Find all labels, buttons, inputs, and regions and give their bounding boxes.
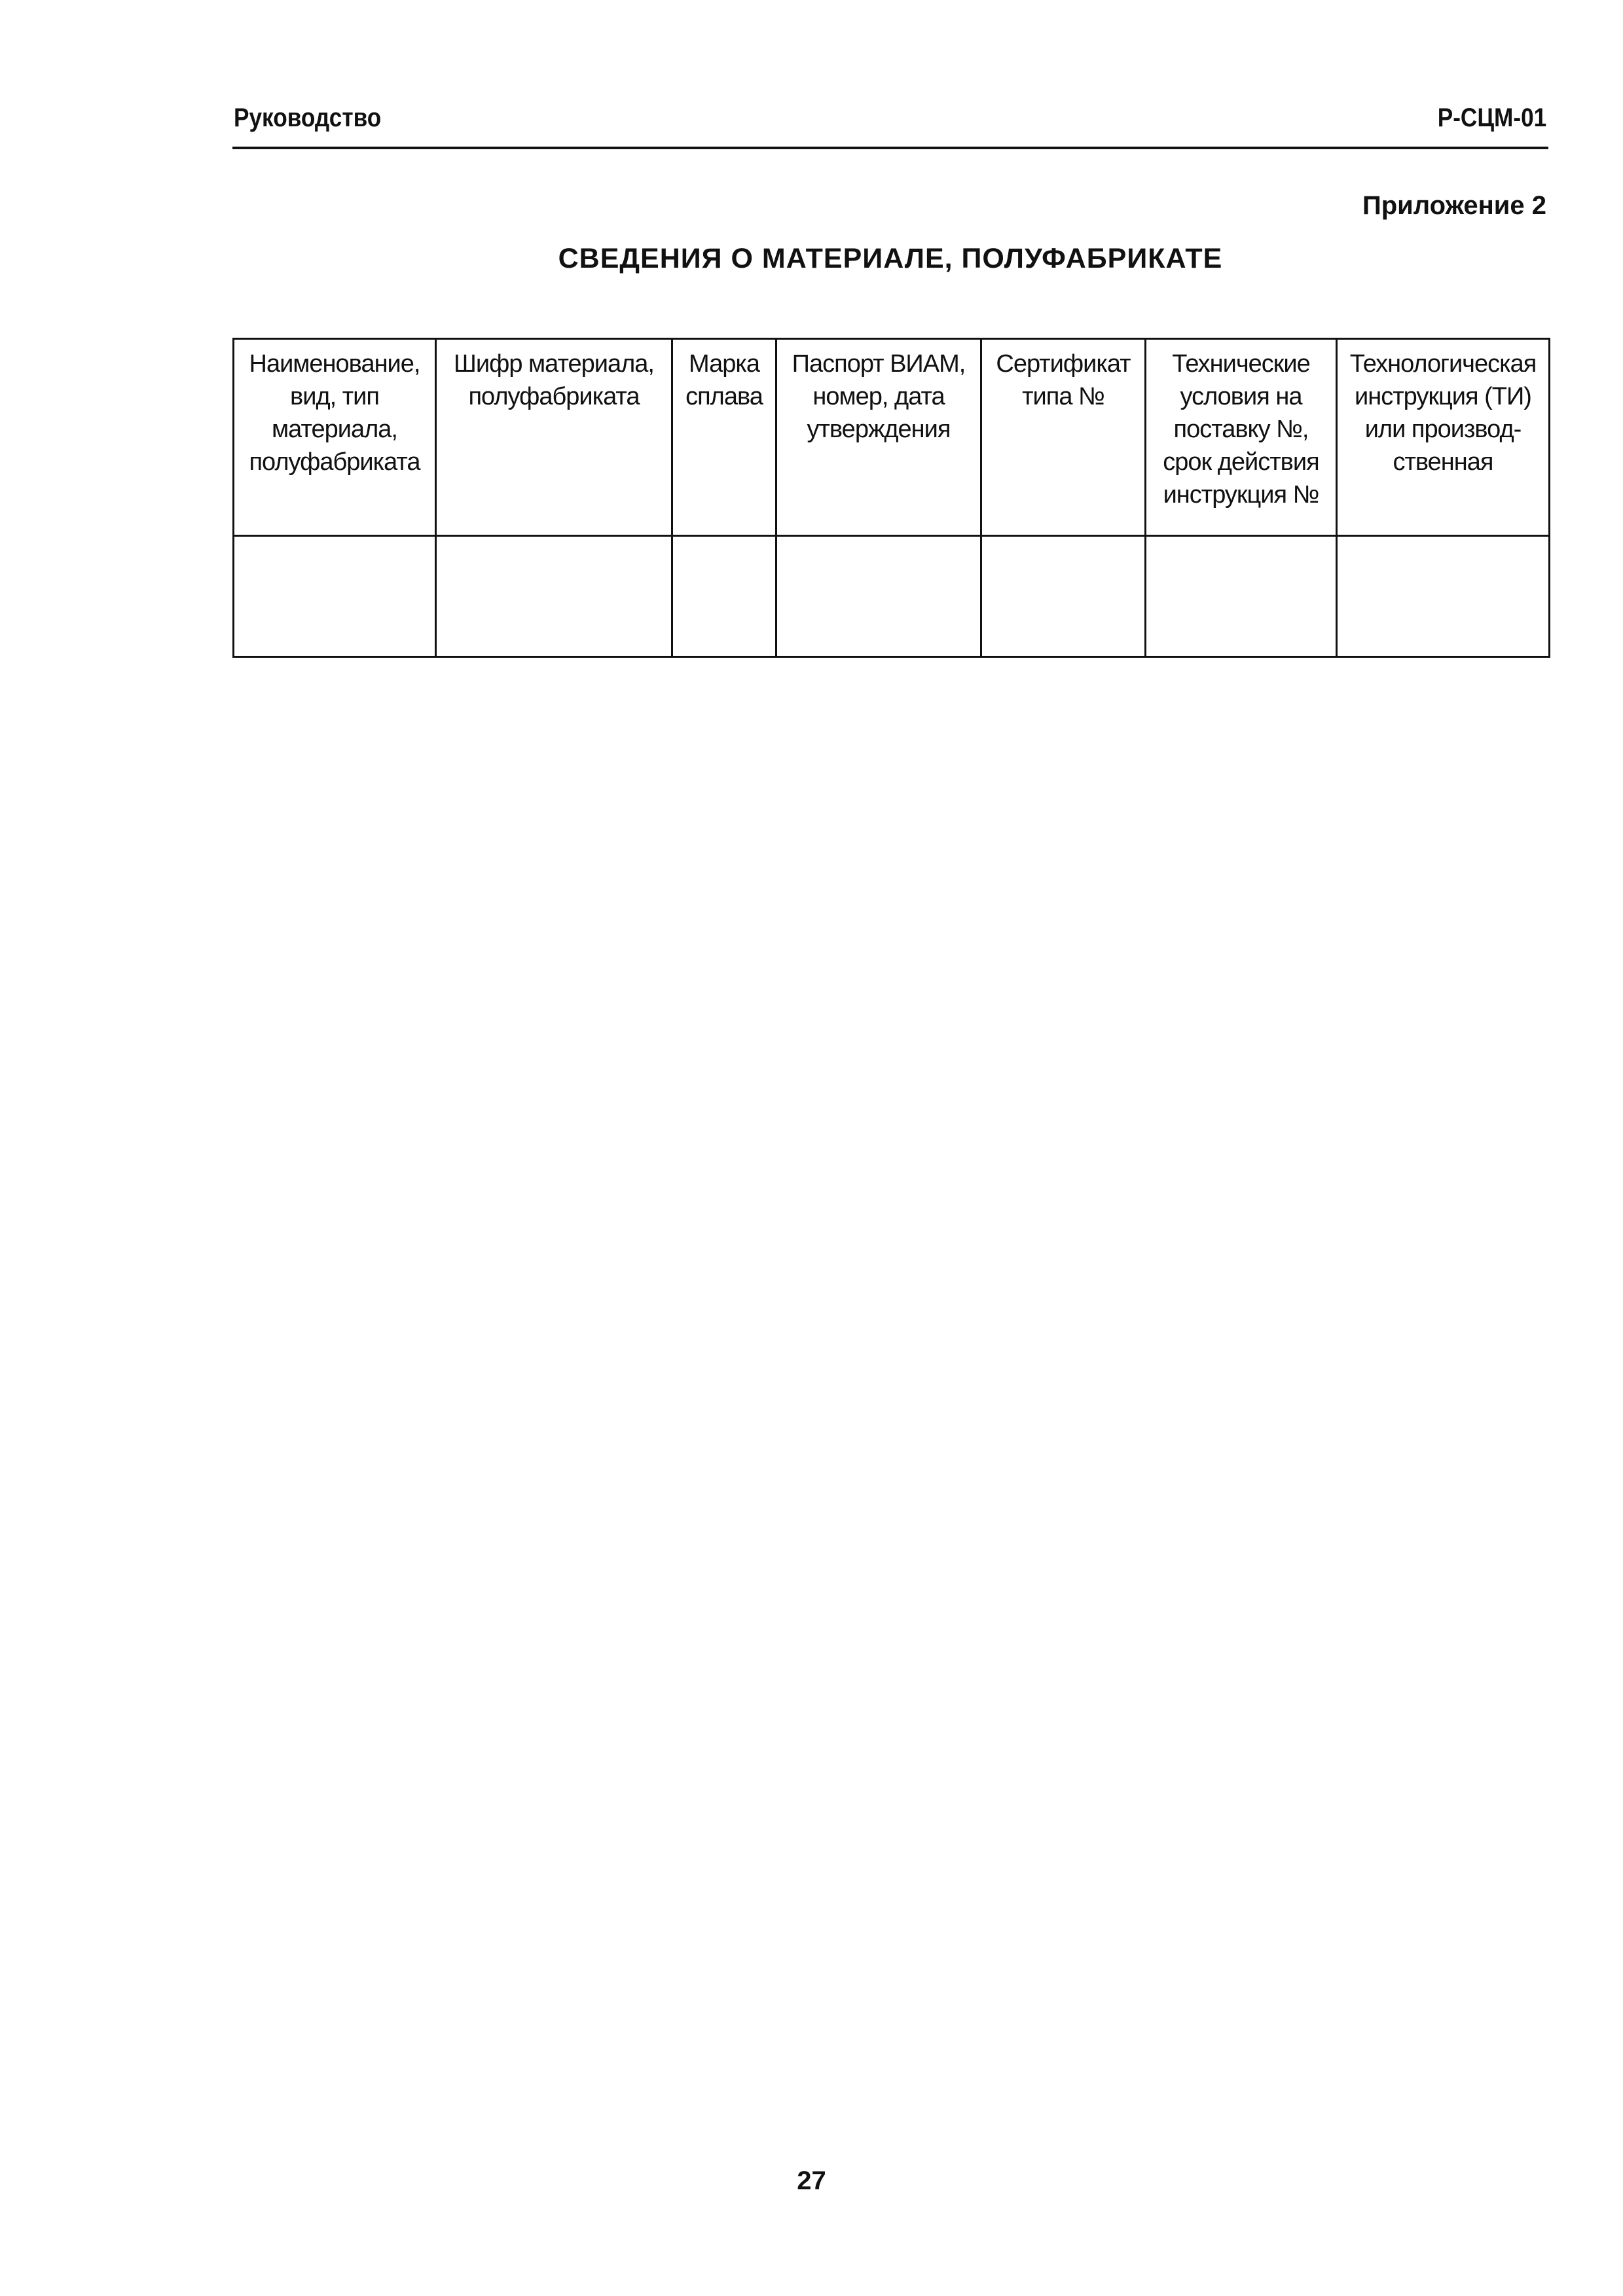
header-line: Марка <box>689 350 759 378</box>
header-line: условия на <box>1180 383 1302 410</box>
empty-cell <box>1146 536 1337 657</box>
table-row <box>234 536 1550 657</box>
header-line: сплава <box>685 383 763 410</box>
column-header-alloy-grade <box>672 339 776 536</box>
empty-cell <box>1337 536 1550 657</box>
empty-cell <box>234 536 436 657</box>
column-header-technical-conditions <box>1146 339 1337 536</box>
header-line: Паспорт ВИАМ, <box>792 350 966 378</box>
header-line: Шифр материала, <box>454 350 654 378</box>
header-line: Наименование, <box>249 350 420 378</box>
header-line: номер, дата <box>812 383 945 410</box>
empty-cell <box>672 536 776 657</box>
header-line: Технологическая <box>1349 350 1537 378</box>
header-line: Сертификат <box>996 350 1131 378</box>
header-line: Технические <box>1172 350 1310 378</box>
header-rule <box>232 147 1548 149</box>
header-line: инструкция № <box>1163 481 1319 509</box>
header-line: утверждения <box>807 416 951 443</box>
empty-cell <box>981 536 1146 657</box>
column-header-name <box>234 339 436 536</box>
running-header-right: Р-СЦМ-01 <box>1437 103 1546 132</box>
empty-cell <box>776 536 981 657</box>
header-line: полуфабриката <box>468 383 640 410</box>
header-line: срок действия <box>1163 448 1319 476</box>
running-header-left: Руководство <box>234 103 382 132</box>
column-header-code <box>436 339 672 536</box>
header-line: инструкция (ТИ) <box>1355 383 1531 410</box>
page-title: СВЕДЕНИЯ О МАТЕРИАЛЕ, ПОЛУФАБРИКАТЕ <box>558 243 1223 274</box>
header-line: ственная <box>1393 448 1493 476</box>
header-line: поставку №, <box>1173 416 1309 443</box>
empty-cell <box>436 536 672 657</box>
column-header-viam-passport <box>776 339 981 536</box>
header-line: материала, <box>272 416 397 443</box>
table-header-row <box>234 339 1550 536</box>
header-line: типа № <box>1022 383 1104 410</box>
column-header-type-certificate <box>981 339 1146 536</box>
header-line: или производ- <box>1364 416 1522 443</box>
header-line: полуфабриката <box>249 448 420 476</box>
column-header-technological-instruction <box>1337 339 1550 536</box>
material-info-table <box>232 338 1550 658</box>
page-number: 27 <box>797 2166 826 2195</box>
header-line: вид, тип <box>290 383 379 410</box>
appendix-label: Приложение 2 <box>1362 191 1546 220</box>
